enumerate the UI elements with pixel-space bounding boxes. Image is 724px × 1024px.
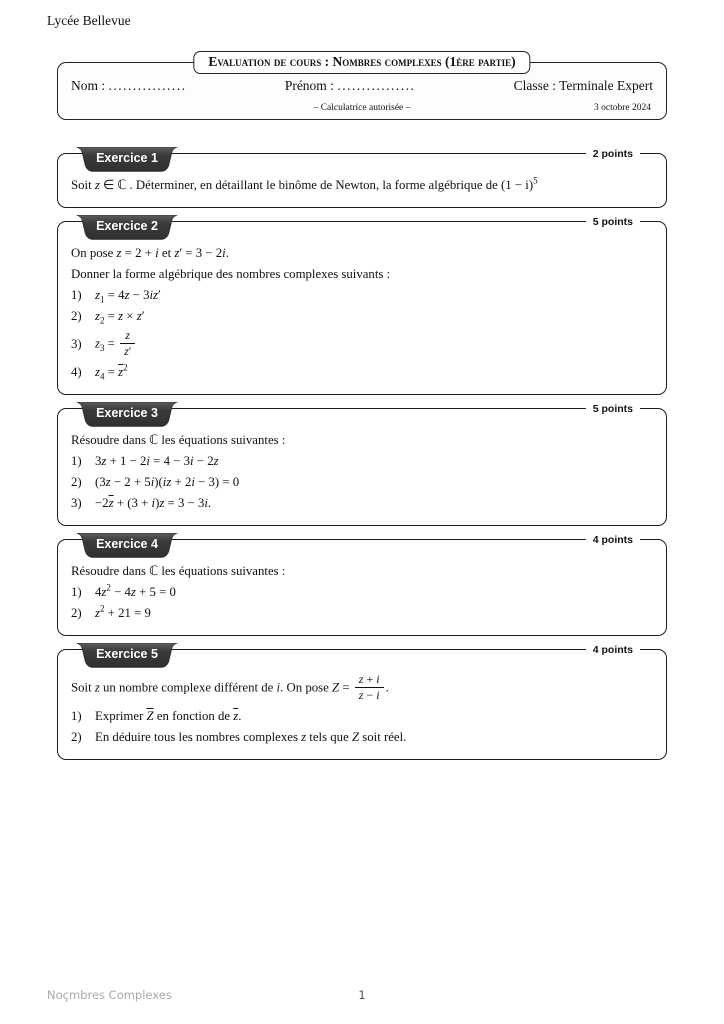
calculator-notice: – Calculatrice autorisée – — [313, 103, 411, 113]
exercise-box — [57, 148, 667, 208]
exercise-tab-label: Exercice 4 — [96, 537, 158, 551]
item-math: En déduire tous les nombres complexes z tels que Z soit réel. — [95, 730, 407, 744]
exam-date: 3 octobre 2024 — [594, 103, 651, 113]
exercise-tab-label: Exercice 5 — [96, 647, 158, 661]
exercise-item — [71, 730, 653, 745]
firstname-dotted-line: ................ — [337, 78, 416, 93]
exercise-points: 4 points — [586, 640, 640, 660]
item-math: $z_2 = z \times z'$ — [95, 309, 145, 326]
exercise-item — [71, 288, 653, 303]
item-number: 1) — [71, 585, 82, 599]
exercise-item — [71, 603, 653, 621]
exercise-item — [71, 309, 653, 324]
footer-document-title: Noçmbres Complexes — [47, 988, 172, 1002]
item-number: 2) — [71, 309, 82, 323]
item-number: 1) — [71, 454, 82, 468]
exercise-tab — [75, 147, 179, 172]
item-math: $z_3$ = $\frac{z}{z'}$ — [95, 330, 137, 359]
student-info-row — [71, 78, 653, 94]
exam-conditions-row — [71, 103, 653, 113]
exercises — [0, 148, 724, 773]
firstname-label: Prénom : — [284, 78, 334, 93]
exercise-tab — [75, 533, 179, 558]
exercise-item — [71, 330, 653, 359]
exercise-item — [71, 709, 653, 724]
exercise-points: 4 points — [586, 530, 640, 550]
item-math: $z^2 + 21 = 9$ — [95, 603, 151, 620]
exercise-points: 5 points — [586, 212, 640, 232]
exercise-item — [71, 362, 653, 382]
item-math: $-2\overline{z} + (3 + i)z = 3 - 3i$. — [95, 496, 212, 510]
page-footer — [0, 988, 724, 1004]
item-math: (3z − 2 + 5i)(iz + 2i − 3) = 0 — [95, 475, 240, 489]
exercise-tab-label: Exercice 1 — [96, 151, 158, 165]
name-field — [71, 78, 187, 94]
item-number: 2) — [71, 730, 82, 744]
item-number: 1) — [71, 288, 82, 302]
exam-title: Evaluation de cours : Nombres complexes (1ère partie) — [193, 51, 530, 74]
exercise-item — [71, 454, 653, 469]
item-number: 2) — [71, 606, 82, 620]
name-label: Nom : — [71, 78, 106, 93]
exercise-tab-label: Exercice 2 — [96, 219, 158, 233]
exercise-box — [57, 403, 667, 526]
exercise-text: Soit z un nombre complexe différent de i. On pose Z = $\frac{z + i}{z - i}$ . — [71, 672, 389, 702]
page-number: 1 — [358, 988, 366, 1002]
item-number: 1) — [71, 709, 82, 723]
exercise-item — [71, 475, 653, 490]
item-math: $z_4 = \overline{z}^2$ — [95, 362, 128, 382]
item-math: 3z + 1 − 2i = 4 − 3i − 2z — [95, 454, 219, 468]
exercise-content — [58, 222, 666, 394]
exercise-box — [57, 534, 667, 636]
item-math: Exprimer $\overline{Z}$ en fonction de $\overline{z}$. — [95, 709, 242, 723]
exercise-text: Résoudre dans ℂ les équations suivantes : — [71, 433, 286, 447]
item-number: 3) — [71, 337, 82, 351]
name-dotted-line: ................ — [108, 78, 187, 93]
class-label: Classe : Terminale Expert — [513, 78, 653, 93]
exercise-text: Résoudre dans ℂ les équations suivantes : — [71, 564, 286, 578]
item-number: 3) — [71, 496, 82, 510]
item-math: $z_1 = 4z - 3iz'$ — [95, 288, 161, 305]
exercise-tab — [75, 643, 179, 668]
exercise-text: Donner la forme algébrique des nombres complexes suivants : — [71, 267, 391, 281]
exercise-points: 2 points — [586, 144, 640, 164]
exercise-item — [71, 582, 653, 600]
school-name: Lycée Bellevue — [47, 13, 131, 28]
firstname-field — [285, 78, 416, 94]
exercise-points: 5 points — [586, 399, 640, 419]
exercise-box — [57, 216, 667, 395]
exercise-text: Soit z ∈ ℂ . Déterminer, en détaillant le binôme de Newton, la forme algébrique de $(1 - i)^5$ — [71, 175, 538, 192]
exercise-item — [71, 496, 653, 511]
exercise-box — [57, 644, 667, 760]
item-number: 2) — [71, 475, 82, 489]
exercise-tab — [75, 402, 179, 427]
exercise-text: On pose z = 2 + i et z′ = 3 − 2i. — [71, 246, 229, 260]
exercise-tab-label: Exercice 3 — [96, 406, 158, 420]
exercise-tab — [75, 215, 179, 240]
item-number: 4) — [71, 365, 82, 379]
item-math: $4z^2 - 4z + 5 = 0$ — [95, 582, 176, 599]
